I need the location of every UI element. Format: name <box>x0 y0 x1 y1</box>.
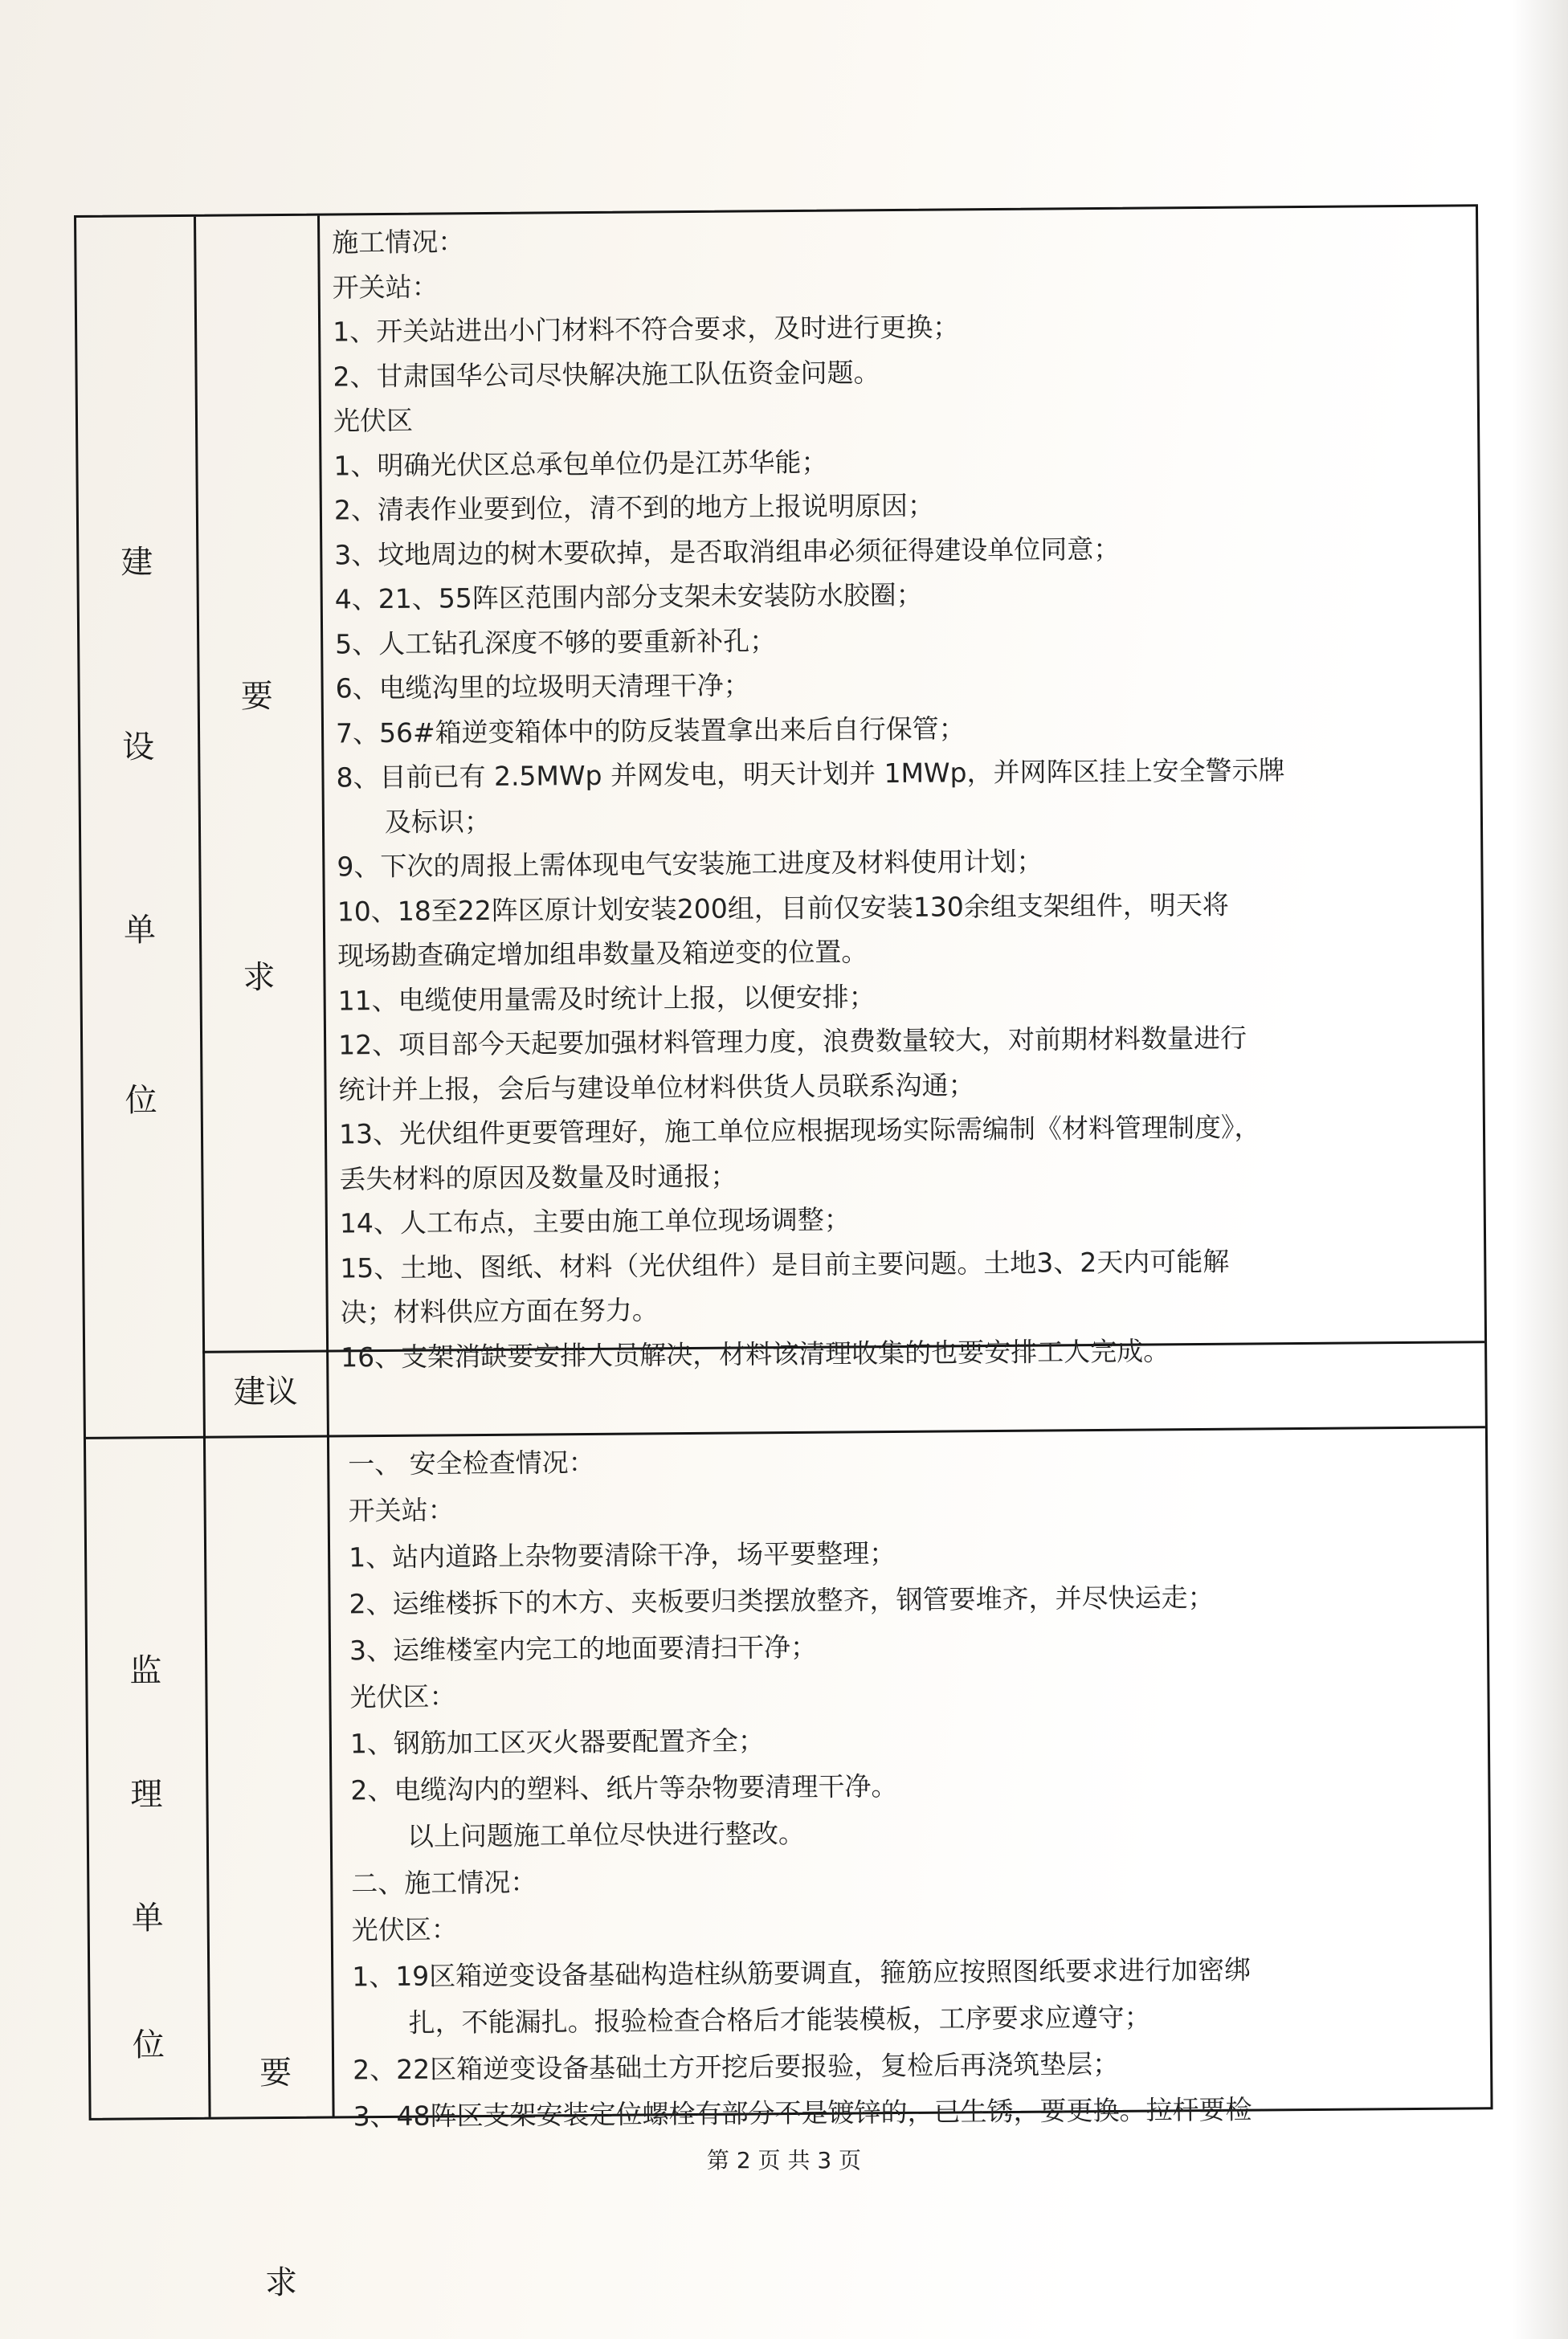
supervision-unit-char: 位 <box>132 2027 165 2064</box>
construction-unit-char: 位 <box>125 1082 157 1120</box>
text-line: 开关站： <box>348 1494 455 1527</box>
meeting-minutes-table <box>74 204 1493 2133</box>
text-line: 光伏区： <box>351 1913 458 1946</box>
text-line: 1、开关站进出小门材料不符合要求，及时进行更换； <box>332 311 960 348</box>
requirement-char: 要 <box>240 678 273 716</box>
text-line: 光伏区 <box>333 404 414 437</box>
text-line: 开关站： <box>332 270 439 303</box>
text-line: 光伏区： <box>349 1680 456 1713</box>
text-line: 1、站内道路上杂物要清除干净，场平要整理； <box>348 1537 896 1574</box>
text-line: 丢失材料的原因及数量及时通报； <box>339 1160 737 1194</box>
text-line: 3、坟地周边的树木要砍掉，是否取消组串必须征得建设单位同意； <box>334 533 1121 570</box>
text-line: 12、项目部今天起要加强材料管理力度，浪费数量较大，对前期材料数量进行 <box>337 1022 1247 1061</box>
text-line: 4、21、55阵区范围内部分支架未安装防水胶圈； <box>334 578 923 615</box>
construction-unit-char: 建 <box>120 544 153 582</box>
text-line: 2、清表作业要到位，清不到的地方上报说明原因； <box>333 489 935 526</box>
text-line: 13、光伏组件更要管理好，施工单位应根据现场实际需编制《材料管理制度》， <box>338 1111 1261 1150</box>
supervision-unit-char: 理 <box>130 1776 163 1814</box>
text-line: 1、19区箱逆变设备基础构造柱纵筋要调直，箍筋应按照图纸要求进行加密绑 <box>352 1953 1252 1993</box>
text-line: 3、运维楼室内完工的地面要清扫干净； <box>349 1631 818 1667</box>
text-line: 2、电缆沟内的塑料、纸片等杂物要清理干净。 <box>350 1770 898 1806</box>
continued-requirement-char: 求 <box>265 2264 297 2301</box>
text-line: 1、明确光伏区总承包单位仍是江苏华能； <box>333 446 828 481</box>
page-edge-shadow <box>1512 0 1568 2339</box>
text-line: 5、人工钻孔深度不够的要重新补孔； <box>335 624 777 659</box>
text-line: 8、目前已有 2.5MWp 并网发电，明天计划并 1MWp，并网阵区挂上安全警示牌 <box>336 754 1285 794</box>
text-line: 施工情况： <box>332 226 465 259</box>
text-line: 及标识； <box>384 805 492 838</box>
text-line: 以上问题施工单位尽快进行整改。 <box>406 1817 806 1852</box>
col-divider-2 <box>317 216 335 2117</box>
text-line: 2、运维楼拆下的木方、夹板要归类摆放整齐，钢管要堆齐，并尽快运走； <box>349 1581 1215 1620</box>
text-line: 决；材料供应方面在努力。 <box>340 1294 659 1329</box>
supervision-requirements-text <box>348 1435 1252 2141</box>
supervision-requirement-char: 要 <box>259 2054 292 2092</box>
requirement-char: 求 <box>243 959 276 997</box>
text-line: 扎，不能漏扎。报验检查合格后才能装模板，工序要求应遵守； <box>408 2001 1151 2039</box>
construction-unit-char: 设 <box>122 729 155 766</box>
text-line: 2、甘肃国华公司尽快解决施工队伍资金问题。 <box>333 356 880 392</box>
construction-requirements-text <box>332 213 1289 1379</box>
col-divider-1 <box>194 217 211 2117</box>
text-line: 7、56#箱逆变箱体中的防反装置拿出来后自行保管； <box>335 712 966 749</box>
text-line: 10、18至22阵区原计划安装200组，目前仅安装130余组支架组件，明天将 <box>337 888 1229 927</box>
page-number-footer: 第 2 页 共 3 页 <box>706 2147 862 2174</box>
text-line: 二、施工情况： <box>351 1866 537 1900</box>
text-line: 3、48阵区支架安装定位螺栓有部分不是镀锌的，已生锈，要更换。拉杆要检 <box>353 2093 1252 2133</box>
text-line: 11、电缆使用量需及时统计上报，以便安排； <box>337 980 876 1016</box>
text-line: 现场勘查确定增加组串数量及箱逆变的位置。 <box>337 936 868 972</box>
text-line: 一、 安全检查情况： <box>348 1446 595 1480</box>
supervision-unit-char: 单 <box>131 1900 164 1937</box>
text-line: 14、人工布点，主要由施工单位现场调整； <box>339 1203 851 1239</box>
text-line: 1、钢筋加工区灭火器要配置齐全； <box>349 1725 766 1760</box>
text-line: 2、22区箱逆变设备基础土方开挖后要报验，复检后再浇筑垫层； <box>352 2047 1120 2086</box>
text-line: 6、电缆沟里的垃圾明天清理干净； <box>335 669 750 704</box>
text-line: 统计并上报，会后与建设单位材料供货人员联系沟通； <box>338 1068 975 1105</box>
text-line: 16、支架消缺要安排人员解决，材料该清理收集的也要安排工人完成。 <box>341 1334 1170 1373</box>
text-line: 15、土地、图纸、材料（光伏组件）是目前主要问题。土地3、2天内可能解 <box>340 1245 1230 1284</box>
suggestion-label: 建议 <box>233 1373 298 1411</box>
text-line: 9、下次的周报上需体现电气安装施工进度及材料使用计划； <box>337 845 1043 883</box>
supervision-unit-char: 监 <box>129 1652 162 1690</box>
construction-unit-char: 单 <box>123 912 157 949</box>
